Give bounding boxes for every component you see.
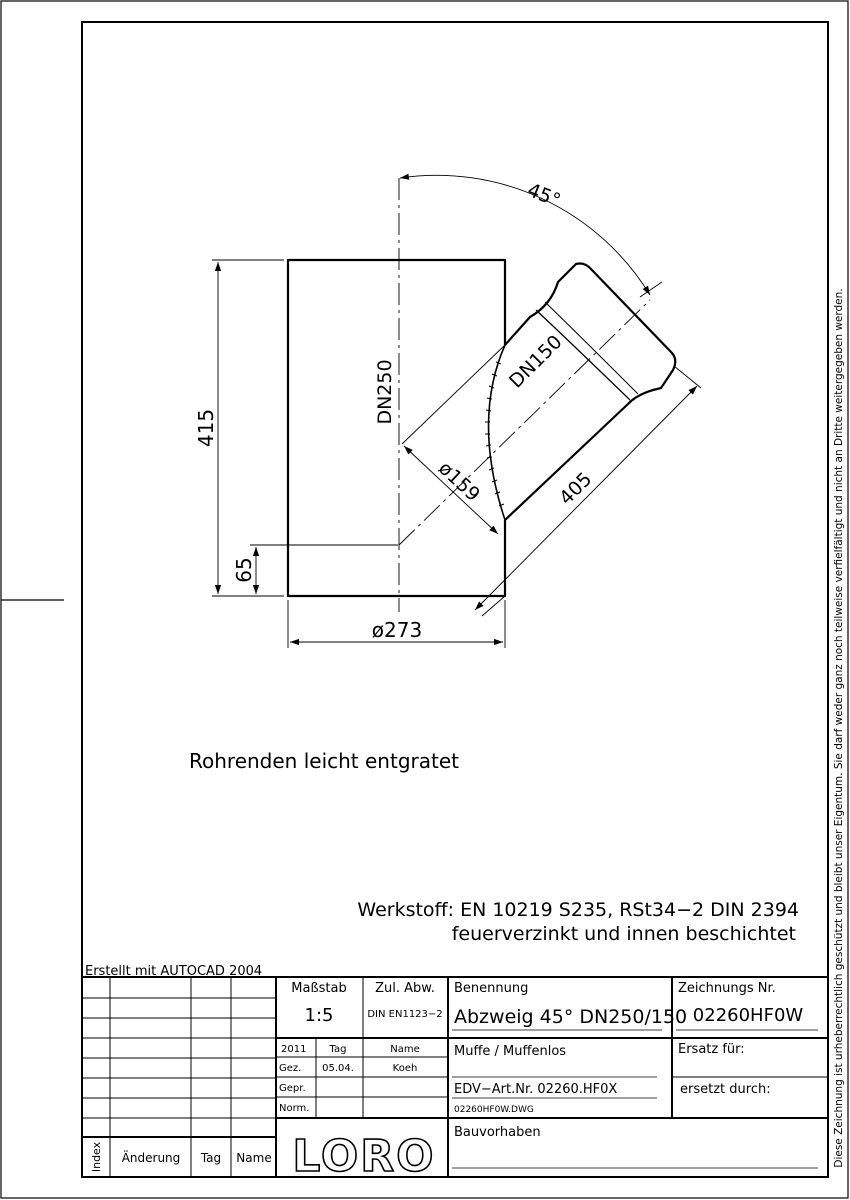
angle-label: 45° xyxy=(524,179,564,213)
replaced-by-label: ersetzt durch: xyxy=(680,1082,771,1097)
angle-arc-45 xyxy=(400,175,650,295)
drawing-frame xyxy=(82,22,828,1177)
svg-text:LORO: LORO xyxy=(292,1131,436,1182)
scale-label: Maßstab xyxy=(291,981,347,996)
rev-change-header: Änderung xyxy=(121,1151,181,1165)
pipe-drawing xyxy=(212,175,701,648)
material-note-2: feuerverzinkt und innen beschichtet xyxy=(451,923,796,945)
dim-height-label: 415 xyxy=(194,408,218,448)
main-pipe-outline xyxy=(288,260,505,596)
replacement-for-label: Ersatz für: xyxy=(678,1042,745,1057)
drawn-date: 05.04. xyxy=(322,1063,354,1074)
dim-branch-diameter-label: ø159 xyxy=(434,457,485,506)
name-label: Name xyxy=(390,1044,420,1055)
material-note-1: Werkstoff: EN 10219 S235, RSt34−2 DIN 2394 xyxy=(357,899,799,921)
day-label: Tag xyxy=(329,1044,347,1055)
deburr-note: Rohrenden leicht entgratet xyxy=(189,749,459,773)
socket-text: Muffe / Muffenlos xyxy=(454,1044,567,1059)
checked-label: Gepr. xyxy=(279,1083,306,1094)
edp-article: EDV−Art.Nr. 02260.HF0X xyxy=(454,1082,618,1097)
year: 2011 xyxy=(281,1044,307,1055)
rev-name-header: Name xyxy=(236,1151,272,1165)
created-with-note: Erstellt mit AUTOCAD 2004 xyxy=(85,964,263,979)
dim-line-405 xyxy=(475,386,697,610)
copyright-note: Diese Zeichnung ist urheberrechtlich geschützt und bleibt unser Eigentum. Sie darf weder ganz noch teilweise verfielfältigt und nicht an Dritte weitergegeben werden. xyxy=(833,288,845,1168)
rev-index-header: Index xyxy=(90,1141,103,1173)
loro-logo xyxy=(292,1131,435,1182)
drawing-no-value: 02260HF0W xyxy=(692,1005,804,1026)
project-label: Bauvorhaben xyxy=(454,1125,541,1140)
drawn-label: Gez. xyxy=(279,1063,302,1074)
dim-branch-length-label: 405 xyxy=(555,468,597,510)
designation-value: Abzweig 45° DN250/150 xyxy=(454,1006,688,1028)
drawing-no-label: Zeichnungs Nr. xyxy=(678,981,776,996)
dwg-file: 02260HF0W.DWG xyxy=(454,1105,534,1115)
dn-branch-label: DN150 xyxy=(504,330,567,393)
dim-main-diameter-label: ø273 xyxy=(371,618,423,642)
norm-label: Norm. xyxy=(279,1103,310,1114)
drawn-name: Koeh xyxy=(392,1063,418,1074)
dn-main-label: DN250 xyxy=(374,359,396,425)
branch-centerline xyxy=(399,300,650,545)
dim-offset-label: 65 xyxy=(232,557,256,583)
tolerance-label: Zul. Abw. xyxy=(375,981,435,996)
scale-value: 1:5 xyxy=(304,1005,334,1026)
tolerance-value: DIN EN1123−2 xyxy=(367,1009,443,1020)
rev-date-header: Tag xyxy=(200,1151,222,1165)
designation-label: Benennung xyxy=(454,981,529,996)
